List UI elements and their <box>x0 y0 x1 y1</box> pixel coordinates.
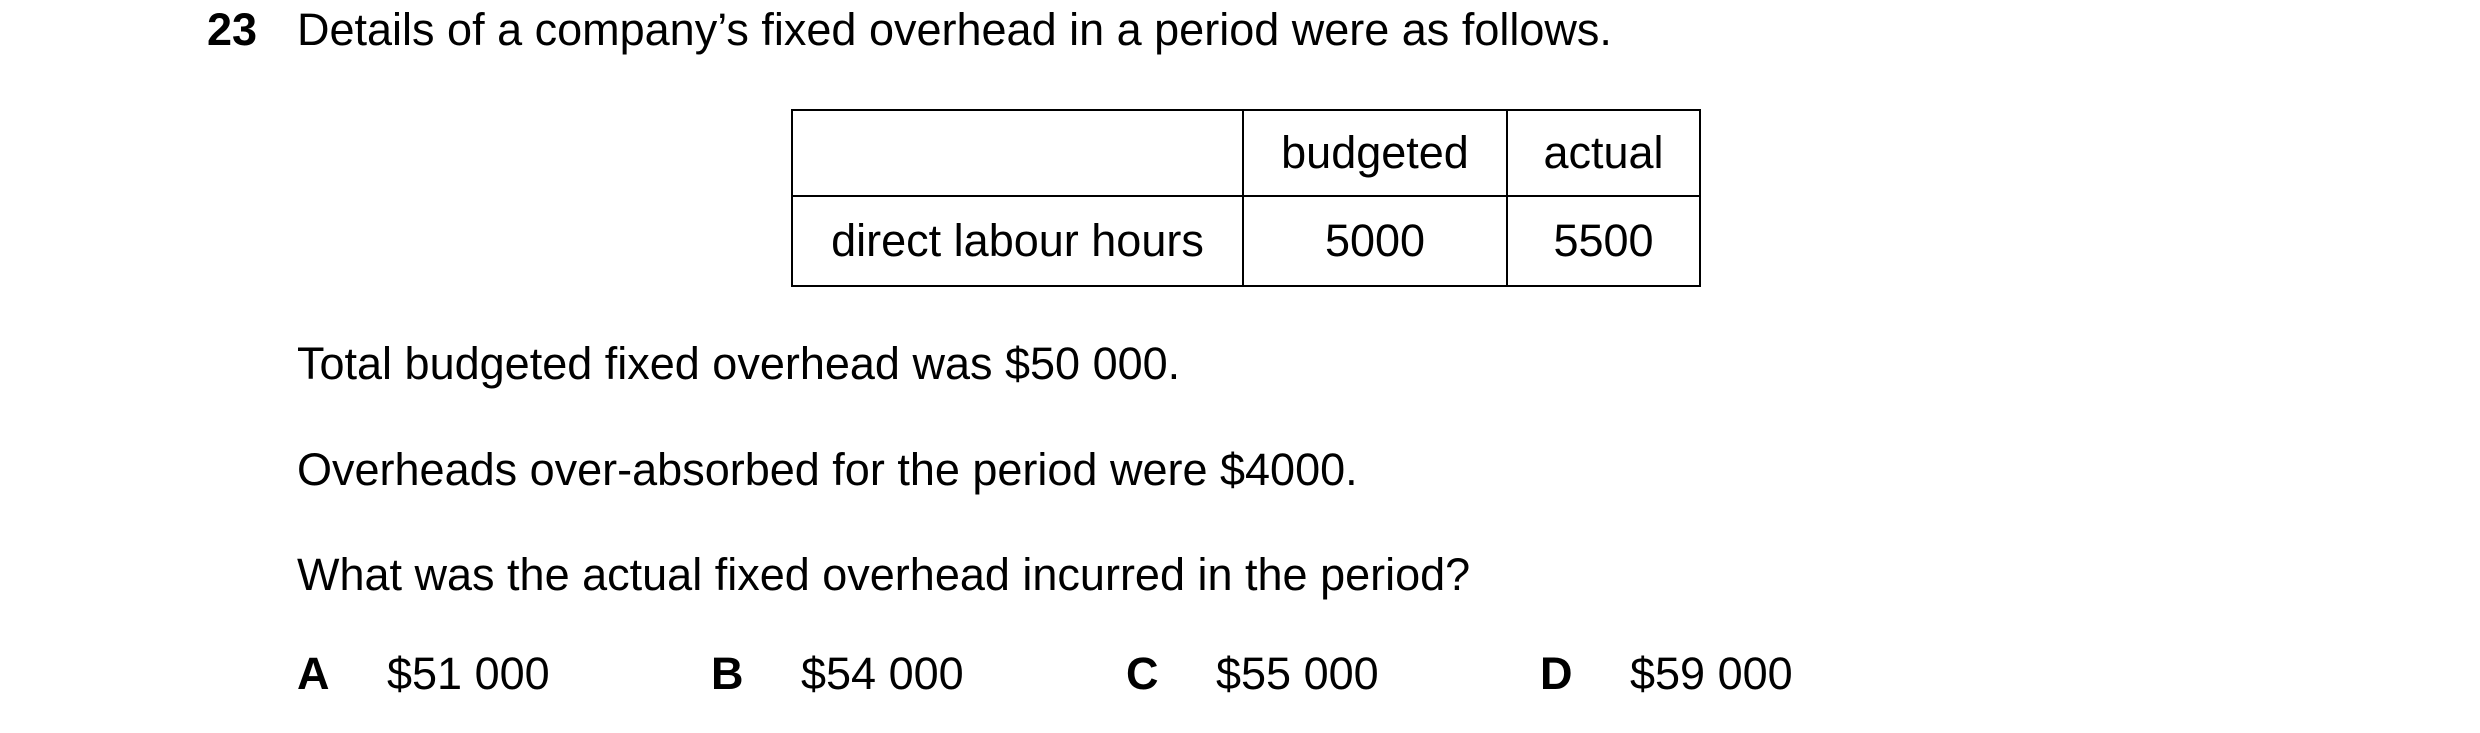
overhead-table <box>791 109 1701 287</box>
option-text: $51 000 <box>387 648 550 699</box>
option-letter: C <box>1126 648 1159 699</box>
table-cell-actual: 5500 <box>1507 196 1700 286</box>
question-prompt: What was the actual fixed overhead incurred in the period? <box>297 549 1471 600</box>
question-stem: Details of a company’s fixed overhead in a period were as follows. <box>297 4 1612 55</box>
option-letter: B <box>711 648 744 699</box>
option-text: $55 000 <box>1216 648 1379 699</box>
option-c[interactable] <box>1126 648 1379 700</box>
option-a[interactable] <box>297 648 550 700</box>
option-text: $59 000 <box>1630 648 1793 699</box>
option-b[interactable] <box>711 648 964 700</box>
budgeted-overhead-text: Total budgeted fixed overhead was $50 000. <box>297 338 1181 389</box>
over-absorbed-text: Overheads over-absorbed for the period were $4000. <box>297 444 1358 495</box>
option-letter: D <box>1540 648 1573 699</box>
option-letter: A <box>297 648 330 699</box>
table-header-budgeted: budgeted <box>1243 110 1507 196</box>
option-d[interactable] <box>1540 648 1793 700</box>
question-number: 23 <box>207 4 258 55</box>
table-header-actual: actual <box>1507 110 1700 196</box>
table-cell-budgeted: 5000 <box>1243 196 1507 286</box>
table-row <box>792 196 1700 286</box>
table-row-label: direct labour hours <box>792 196 1243 286</box>
table-header-row <box>792 110 1700 196</box>
table-header-cell-empty <box>792 110 1243 196</box>
option-text: $54 000 <box>801 648 964 699</box>
